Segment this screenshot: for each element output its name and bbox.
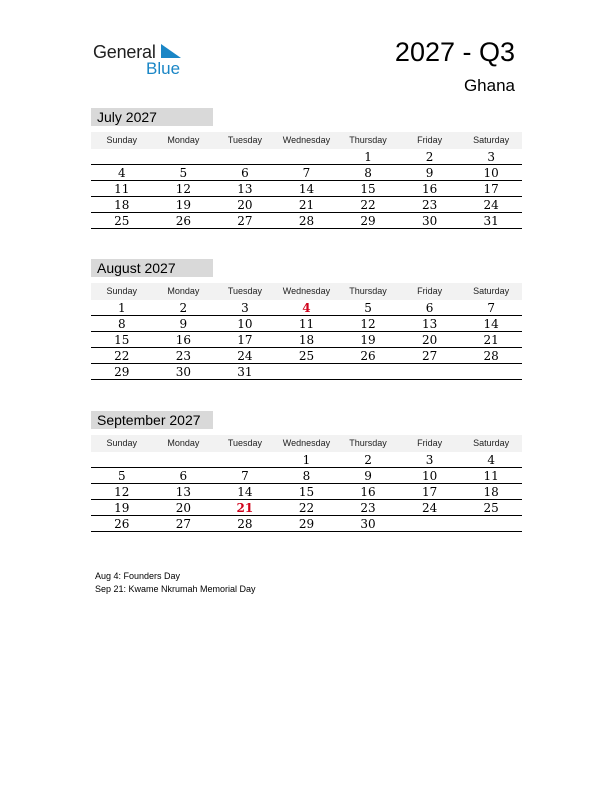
day-cell: 1 [364,150,372,164]
weekday-header-row [91,132,522,149]
day-cell: 20 [421,333,438,347]
day-cell: 13 [175,485,191,499]
weekday-header-row [91,283,522,300]
day-cell: 28 [483,349,499,363]
day-cell: 22 [298,501,315,515]
country-label: Ghana [463,76,515,95]
week-row [91,197,522,213]
week-row [91,181,522,197]
day-cell [214,149,276,164]
day-cell: 17 [483,182,499,196]
day-cell: 18 [114,198,130,212]
day-cell: 26 [175,214,191,228]
day-cell: 3 [241,301,249,315]
day-cell [460,516,522,531]
day-cell: 24 [421,501,438,515]
weekday-label: Saturday [473,438,510,448]
day-cell: 17 [237,333,253,347]
day-cell: 2 [364,453,372,467]
weekday-label: Thursday [349,286,387,296]
weekday-label: Sunday [106,438,138,448]
weekday-label: Tuesday [227,135,262,145]
month-title: August 2027 [91,259,213,277]
day-cell [214,452,276,467]
week-row [91,452,522,468]
month-september [91,411,522,532]
day-cell: 3 [487,150,495,164]
logo-text-blue: Blue [146,59,181,78]
day-cell: 29 [298,517,315,531]
weekday-label: Thursday [349,135,387,145]
week-row [91,484,522,500]
day-cell: 30 [360,517,376,531]
day-cell: 19 [175,198,191,212]
day-cell: 8 [364,166,372,180]
page-title: 2027 - Q3 [394,37,515,67]
day-cell: 14 [483,317,499,331]
day-cell: 29 [360,214,376,228]
day-cell: 2 [425,150,434,164]
day-cell: 23 [360,501,376,515]
day-cell: 14 [298,182,315,196]
day-cell: 16 [360,485,376,499]
holiday-day-cell: 4 [302,301,311,315]
day-cell: 10 [483,166,499,180]
day-cell: 2 [179,301,188,315]
weekday-label: Friday [417,286,443,296]
weekday-label: Tuesday [227,286,262,296]
week-row [91,149,522,165]
day-cell: 28 [298,214,315,228]
day-cell: 9 [364,469,372,483]
month-title: July 2027 [91,108,213,126]
day-cell: 11 [114,182,130,196]
weekday-label: Friday [417,135,443,145]
day-cell: 6 [425,301,434,315]
weekday-label: Sunday [106,135,138,145]
holiday-notes [95,570,256,596]
day-cell: 7 [241,469,249,483]
day-cell [91,452,153,467]
day-cell: 27 [175,517,191,531]
holiday-note: Aug 4: Founders Day [95,571,181,581]
weekday-label: Thursday [349,438,387,448]
day-cell: 9 [425,166,434,180]
day-cell: 12 [175,182,191,196]
generalblue-logo [93,40,193,80]
day-cell: 1 [302,453,311,467]
day-cell: 18 [483,485,499,499]
day-cell: 11 [483,469,499,483]
day-cell: 30 [421,214,438,228]
month-july [91,108,522,229]
logo-text-general: General [93,42,156,62]
day-cell: 23 [175,349,191,363]
day-cell: 25 [483,501,499,515]
day-cell: 22 [360,198,376,212]
day-cell: 13 [237,182,253,196]
week-row [91,348,522,364]
weekday-label: Wednesday [282,135,331,145]
day-cell: 4 [117,166,126,180]
day-cell: 23 [421,198,438,212]
day-cell: 30 [175,365,191,379]
day-cell: 19 [114,501,130,515]
day-cell: 7 [487,301,495,315]
week-row [91,468,522,484]
day-cell: 16 [421,182,438,196]
week-row [91,165,522,181]
day-cell: 13 [421,317,438,331]
week-row [91,500,522,516]
day-cell: 25 [114,214,130,228]
day-cell: 10 [237,317,253,331]
day-cell [276,364,338,379]
weekday-label: Saturday [473,135,510,145]
day-cell: 18 [298,333,315,347]
day-cell: 26 [360,349,376,363]
week-row [91,300,522,316]
day-cell: 21 [483,333,499,347]
weekday-header-row [91,435,522,452]
day-cell: 29 [114,365,130,379]
day-cell [337,364,399,379]
week-row [91,213,522,229]
day-cell [276,149,338,164]
week-row [91,516,522,532]
day-cell: 12 [114,485,130,499]
day-cell: 14 [237,485,253,499]
holiday-note: Sep 21: Kwame Nkrumah Memorial Day [95,584,256,594]
day-cell: 27 [237,214,253,228]
day-cell: 5 [179,166,188,180]
holiday-day-cell: 21 [236,501,254,515]
day-cell: 5 [364,301,372,315]
day-cell: 31 [237,365,253,379]
day-cell: 15 [298,485,315,499]
day-cell: 6 [179,469,188,483]
day-cell: 31 [483,214,499,228]
day-cell: 5 [117,469,126,483]
day-cell: 8 [302,469,311,483]
weekday-label: Wednesday [282,286,331,296]
weekday-label: Friday [417,438,443,448]
day-cell: 6 [241,166,249,180]
day-cell [460,364,522,379]
day-cell: 22 [114,349,130,363]
weekday-label: Monday [167,135,200,145]
week-row [91,332,522,348]
day-cell: 16 [175,333,191,347]
month-title: September 2027 [91,411,213,429]
day-cell [153,149,215,164]
day-cell: 24 [483,198,499,212]
day-cell: 25 [298,349,315,363]
day-cell: 11 [298,317,315,331]
weekday-label: Wednesday [282,438,331,448]
day-cell [399,516,461,531]
day-cell: 4 [487,453,495,467]
day-cell: 10 [421,469,438,483]
day-cell: 21 [298,198,315,212]
day-cell: 27 [421,349,438,363]
day-cell [153,452,215,467]
day-cell [399,364,461,379]
weekday-label: Sunday [106,286,138,296]
day-cell: 7 [302,166,311,180]
day-cell: 1 [117,301,126,315]
day-cell: 24 [237,349,253,363]
day-cell: 9 [179,317,188,331]
weekday-label: Saturday [473,286,510,296]
weekday-label: Monday [167,438,200,448]
day-cell: 8 [117,317,126,331]
day-cell: 15 [114,333,130,347]
day-cell: 17 [421,485,438,499]
weekday-label: Tuesday [227,438,262,448]
day-cell: 28 [237,517,253,531]
day-cell: 19 [360,333,376,347]
day-cell: 12 [360,317,376,331]
week-row [91,316,522,332]
day-cell: 20 [237,198,253,212]
day-cell: 26 [114,517,130,531]
day-cell: 15 [360,182,376,196]
month-august [91,259,522,380]
day-cell: 20 [175,501,191,515]
logo-triangle-icon [161,44,181,58]
weekday-label: Monday [167,286,200,296]
week-row [91,364,522,380]
day-cell: 3 [425,453,434,467]
day-cell [91,149,153,164]
